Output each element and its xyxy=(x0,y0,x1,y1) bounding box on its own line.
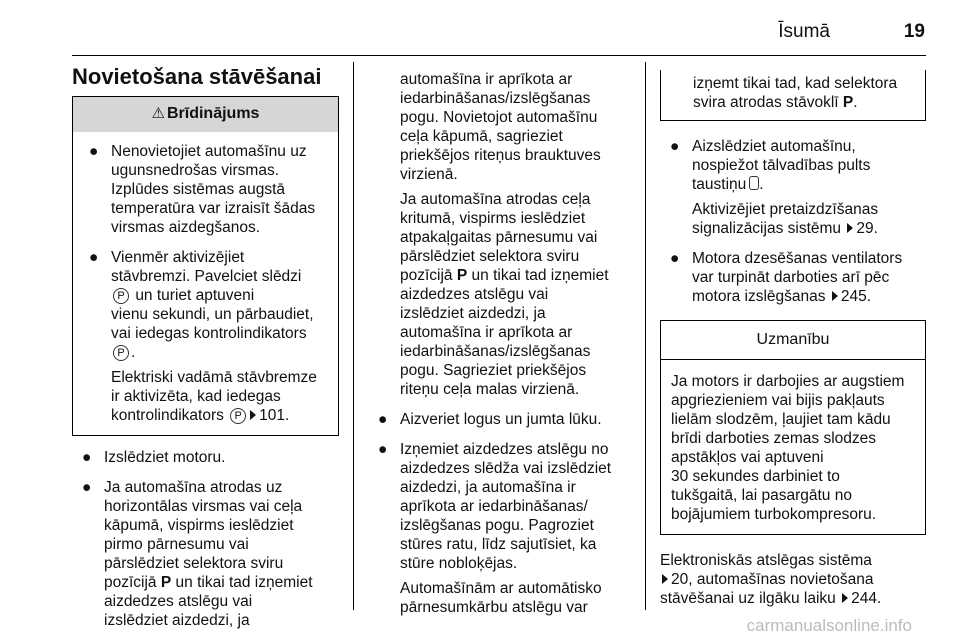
list-item: ● Aizslēdziet automašīnu, nospiežot tālvadības pults taustiņu . Aktivizējiet pretaizdzīšanas signalizācijas sistēmu 29. xyxy=(670,138,879,237)
bullet: ● xyxy=(378,441,388,458)
continued-paragraph: automašīna ir aprīkota ar iedarbināšanas/izslēgšanas pogu. Novietojot automašīnu ceļa kāpumā, sagrieziet priekšējos riteņus brauktuves virzienā. xyxy=(400,71,601,183)
list-item: ● Vienmēr aktivizējiet stāvbremzi. Pavelciet slēdzi P un turiet aptuveni vienu sekundi, un pārbaudiet, vai iedegas kontrolindikators P . Elektriski vadāmā stāvbremze ir aktivizēta, kad iedegas kontrolindikators P 101. xyxy=(79,248,332,425)
watermark: carmanualsonline.info xyxy=(746,616,912,635)
column-divider-2 xyxy=(645,62,646,610)
column-3 xyxy=(660,70,926,608)
page-reference-link[interactable]: 244. xyxy=(851,590,882,607)
sub-paragraph: Elektriski vadāmā stāvbremze ir aktivizēta, kad iedegas kontrolindikators P 101. xyxy=(111,369,317,424)
warning-box-continued: izņemt tikai tad, kad selektora svira atrodas stāvoklī P. xyxy=(660,70,926,121)
warning-box-body xyxy=(73,132,338,435)
page-reference-link[interactable]: 29. xyxy=(856,220,878,237)
list-item: ● Motora dzesēšanas ventilators var turpināt darboties arī pēc motora izslēgšanas 245. xyxy=(670,250,903,305)
page-number: 19 xyxy=(903,21,925,42)
running-title: Īsumā xyxy=(778,21,830,42)
caution-box-body: Ja motors ir darbojies ar augstiem apgriezieniem vai bijis pakļauts lielām slodzēm, ļaujiet tam kādu brīdi darboties zemas slodzes apstākļos vai aptuveni 30 sekundes darbiniet to tukšgaitā, lai pasargātu no bojājumiem turbokompresoru. xyxy=(671,373,905,523)
list-item: ● Ja automašīna atrodas uz horizontālas virsmas vai ceļa kāpumā, vispirms ieslēdziet pirmo pārnesumu vai pārslēdziet selektora sviru pozīcijā P un tikai tad izņemiet aizdedzes atslēgu vai izslēdziet aizdedzi, ja xyxy=(82,479,313,629)
page-reference-arrow-icon xyxy=(832,291,838,301)
page-reference-link[interactable]: 20, automašīnas novietošana xyxy=(671,571,874,588)
bullet: ● xyxy=(89,249,99,266)
list-item: ● Nenovietojiet automašīnu uz ugunsnedrošas virsmas. Izplūdes sistēmas augstā temperatūra var izraisīt šādas virsmas aizdegšanos. xyxy=(89,143,316,236)
column-1 xyxy=(72,96,339,641)
caution-box-header: Uzmanību xyxy=(661,321,925,360)
column-divider-1 xyxy=(353,62,354,610)
parking-brake-icon: P xyxy=(113,345,129,361)
page-reference-arrow-icon xyxy=(842,593,848,603)
bullet: ● xyxy=(670,250,680,267)
warning-triangle-icon: ⚠ xyxy=(151,105,165,122)
warning-box xyxy=(72,96,339,436)
bullet: ● xyxy=(89,143,99,160)
parking-brake-icon: P xyxy=(230,408,246,424)
bullet: ● xyxy=(670,138,680,155)
page-reference-arrow-icon xyxy=(847,223,853,233)
list-item: ● Izslēdziet motoru. xyxy=(82,449,226,466)
page-reference-link[interactable]: 245. xyxy=(840,288,872,305)
bullet: ● xyxy=(82,449,92,466)
bullet: ● xyxy=(378,411,388,428)
bullet: ● xyxy=(82,479,92,496)
page-reference-arrow-icon xyxy=(250,410,256,420)
column-2 xyxy=(368,70,634,628)
instruction-list xyxy=(72,448,339,630)
list-item: ● Izņemiet aizdedzes atslēgu no aizdedzes slēdža vai izslēdziet aizdedzi, ja automašīna ir aprīkota ar iedarbināšanas/ izslēgšanas pogu. Pagroziet stūres ratu, līdz sajutīsiet, ka stūre nobloķējas. Automašīnām ar automātisko pārnesumkārbu atslēgu var xyxy=(378,441,612,616)
header-rule xyxy=(72,55,926,56)
warning-box-header: ⚠ Brīdinājums xyxy=(73,97,338,132)
page-reference-arrow-icon xyxy=(662,574,668,584)
lock-key-icon xyxy=(749,176,759,190)
instruction-list xyxy=(660,137,926,306)
section-title: Novietošana stāvēšanai xyxy=(72,64,322,89)
cross-reference-paragraph: Elektroniskās atslēgas sistēma 20, automašīnas novietošana stāvēšanai uz ilgāku laiku 244. xyxy=(660,552,882,607)
parking-brake-icon: P xyxy=(113,288,129,304)
page-reference-link[interactable]: 101. xyxy=(259,407,290,424)
caution-box xyxy=(660,320,926,535)
list-item: ● Aizveriet logus un jumta lūku. xyxy=(378,411,602,428)
sub-paragraph: Ja automašīna atrodas ceļa kritumā, vispirms ieslēdziet atpakaļgaitas pārnesumu vai pārslēdziet selektora sviru pozīcijā P un tikai tad izņemiet aizdedzes atslēgu vai izslēdziet aizdedzi, ja automašīna ir aprīkota ar iedarbināšanas/izslēgšanas pogu. Sagrieziet priekšējos riteņu ceļa malas virzienā. xyxy=(400,191,609,398)
